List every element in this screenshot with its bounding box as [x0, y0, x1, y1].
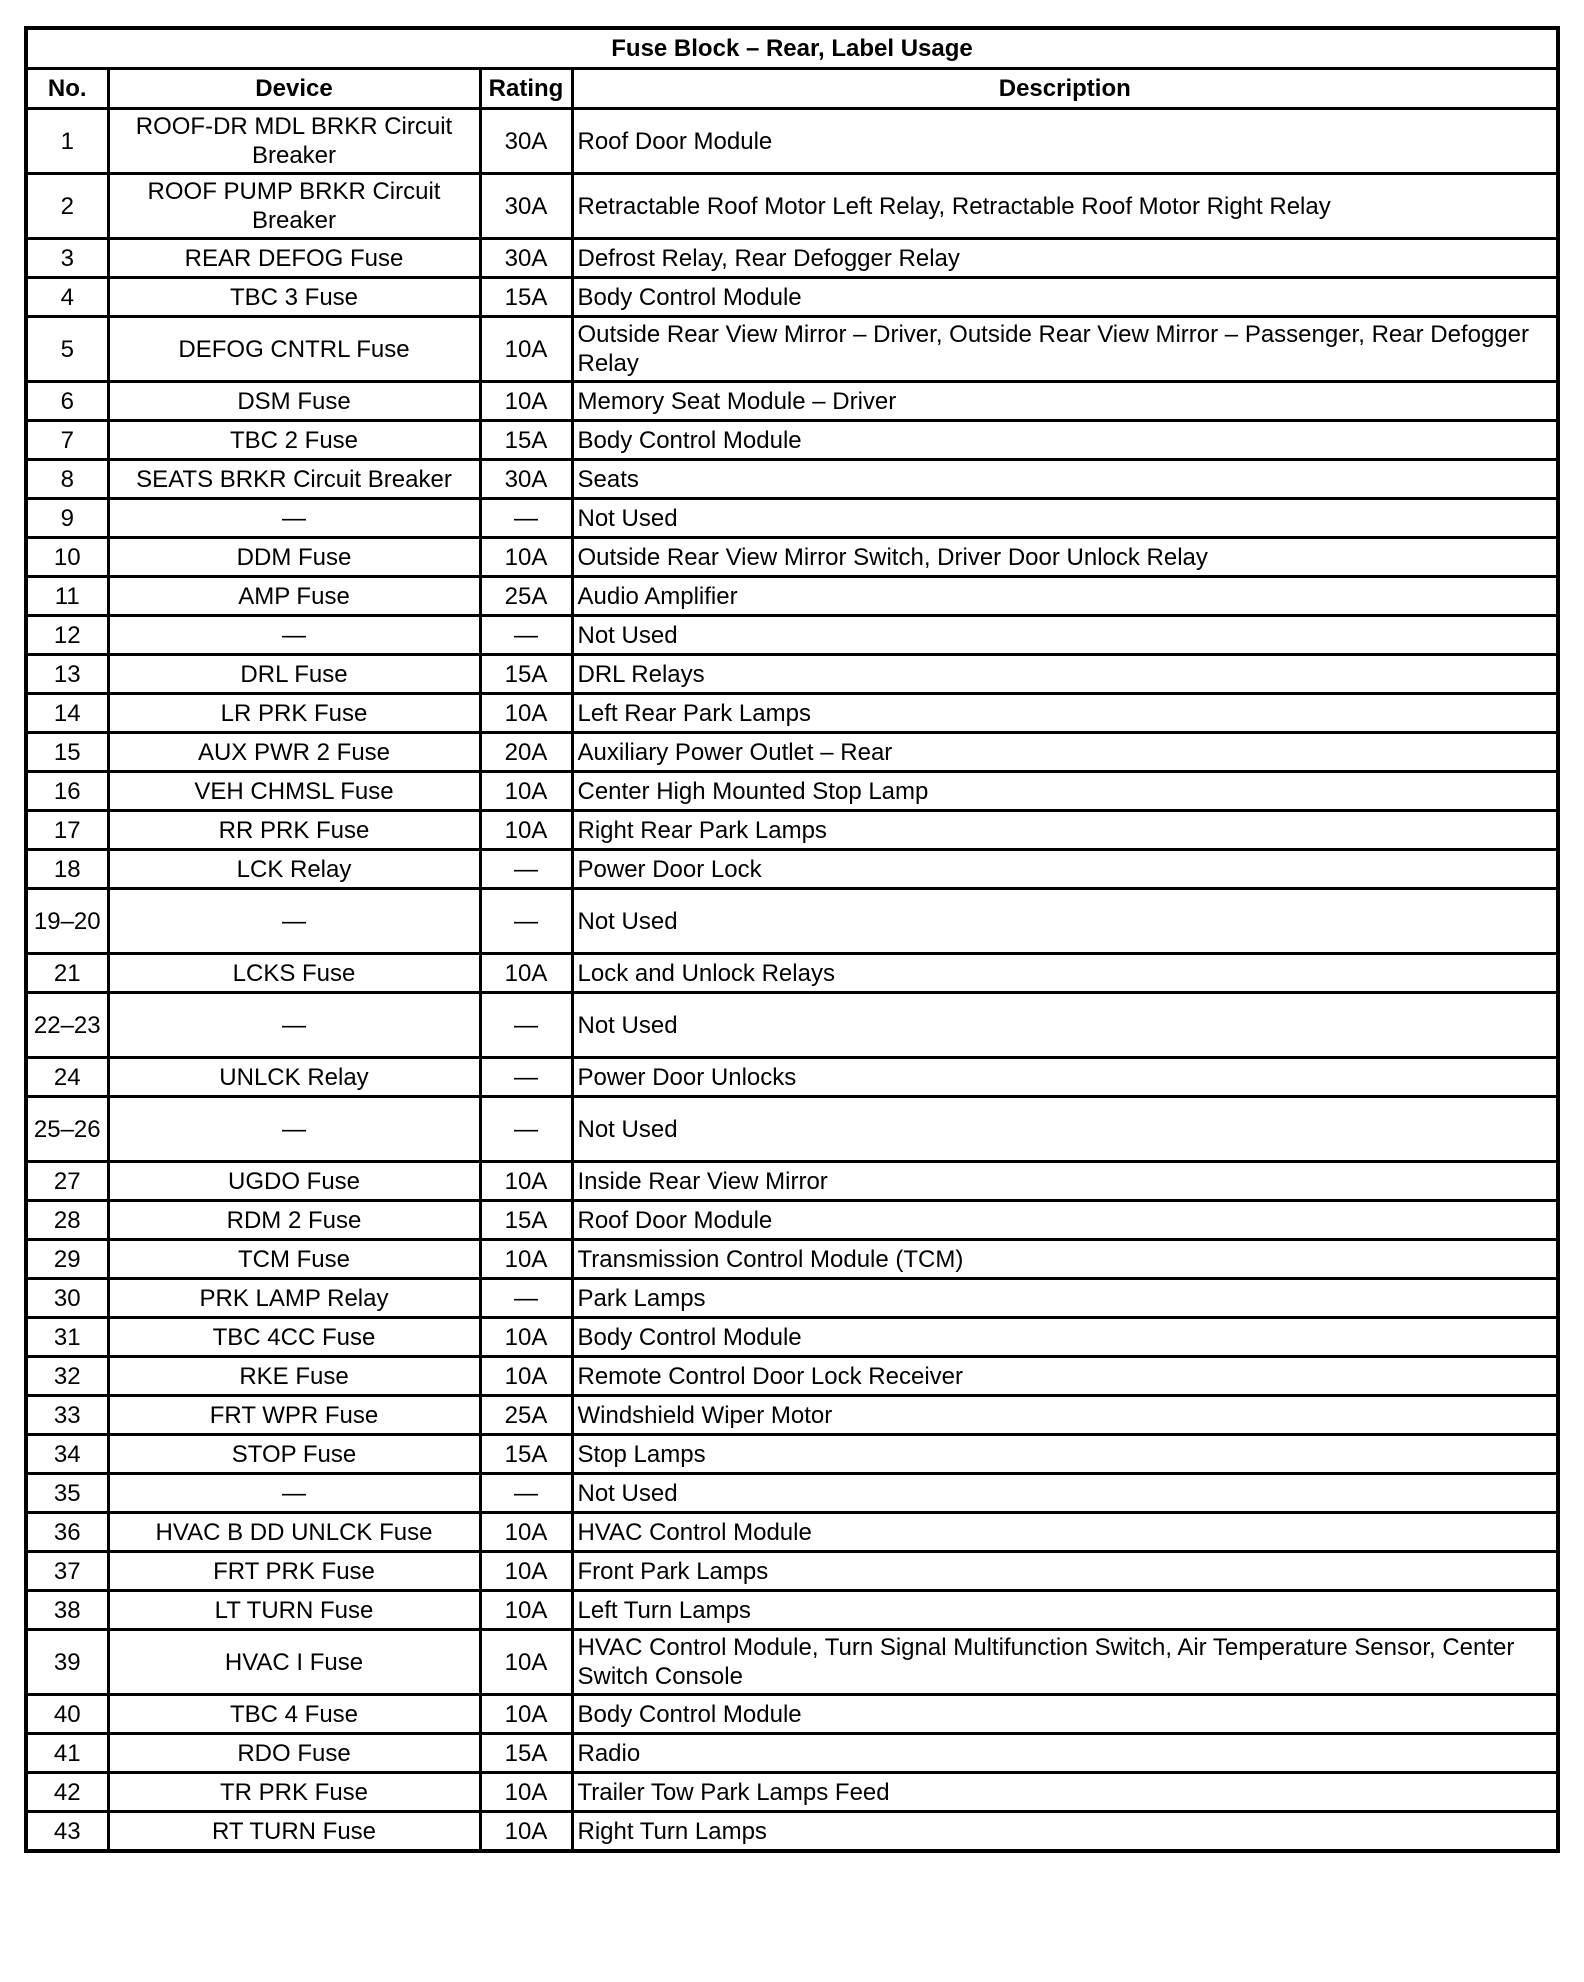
cell-description: Outside Rear View Mirror Switch, Driver Door Unlock Relay	[572, 538, 1558, 577]
cell-rating: 25A	[480, 577, 572, 616]
cell-rating: —	[480, 499, 572, 538]
table-row	[26, 1435, 1558, 1474]
cell-no: 34	[26, 1435, 108, 1474]
cell-rating: 25A	[480, 1396, 572, 1435]
cell-device: TCM Fuse	[108, 1240, 480, 1279]
cell-no: 10	[26, 538, 108, 577]
cell-no: 22–23	[26, 993, 108, 1058]
cell-device: DSM Fuse	[108, 382, 480, 421]
cell-device: AMP Fuse	[108, 577, 480, 616]
cell-rating: 10A	[480, 772, 572, 811]
cell-description: Auxiliary Power Outlet – Rear	[572, 733, 1558, 772]
cell-description: Remote Control Door Lock Receiver	[572, 1357, 1558, 1396]
cell-description: Power Door Lock	[572, 850, 1558, 889]
cell-no: 16	[26, 772, 108, 811]
cell-rating: 10A	[480, 1318, 572, 1357]
cell-no: 8	[26, 460, 108, 499]
cell-no: 40	[26, 1695, 108, 1734]
cell-device: RKE Fuse	[108, 1357, 480, 1396]
header-description: Description	[572, 69, 1558, 109]
cell-rating: 15A	[480, 421, 572, 460]
cell-description: Outside Rear View Mirror – Driver, Outside Rear View Mirror – Passenger, Rear Defogger Relay	[572, 317, 1558, 382]
table-row	[26, 1097, 1558, 1162]
cell-device: —	[108, 993, 480, 1058]
cell-device: FRT WPR Fuse	[108, 1396, 480, 1435]
cell-description: HVAC Control Module, Turn Signal Multifunction Switch, Air Temperature Sensor, Center Switch Console	[572, 1630, 1558, 1695]
cell-device: HVAC B DD UNLCK Fuse	[108, 1513, 480, 1552]
table-row	[26, 811, 1558, 850]
cell-rating: 20A	[480, 733, 572, 772]
cell-description: Defrost Relay, Rear Defogger Relay	[572, 239, 1558, 278]
cell-no: 36	[26, 1513, 108, 1552]
table-row	[26, 1695, 1558, 1734]
cell-rating: —	[480, 993, 572, 1058]
table-row	[26, 1162, 1558, 1201]
cell-no: 3	[26, 239, 108, 278]
table-row	[26, 382, 1558, 421]
cell-description: Right Turn Lamps	[572, 1812, 1558, 1852]
cell-device: LR PRK Fuse	[108, 694, 480, 733]
cell-description: Left Turn Lamps	[572, 1591, 1558, 1630]
cell-no: 14	[26, 694, 108, 733]
cell-no: 5	[26, 317, 108, 382]
cell-description: Roof Door Module	[572, 109, 1558, 174]
cell-description: Body Control Module	[572, 421, 1558, 460]
cell-device: AUX PWR 2 Fuse	[108, 733, 480, 772]
cell-description: Not Used	[572, 616, 1558, 655]
cell-no: 21	[26, 954, 108, 993]
cell-description: Park Lamps	[572, 1279, 1558, 1318]
table-row	[26, 538, 1558, 577]
cell-description: Roof Door Module	[572, 1201, 1558, 1240]
cell-rating: 10A	[480, 1552, 572, 1591]
table-row	[26, 993, 1558, 1058]
cell-description: Not Used	[572, 889, 1558, 954]
cell-rating: 10A	[480, 1162, 572, 1201]
cell-description: Inside Rear View Mirror	[572, 1162, 1558, 1201]
table-row	[26, 954, 1558, 993]
table-row	[26, 772, 1558, 811]
cell-device: RR PRK Fuse	[108, 811, 480, 850]
table-row	[26, 278, 1558, 317]
cell-rating: 30A	[480, 174, 572, 239]
table-row	[26, 733, 1558, 772]
cell-device: SEATS BRKR Circuit Breaker	[108, 460, 480, 499]
cell-no: 31	[26, 1318, 108, 1357]
cell-no: 6	[26, 382, 108, 421]
table-header-row	[26, 69, 1558, 109]
cell-rating: 15A	[480, 1734, 572, 1773]
cell-no: 29	[26, 1240, 108, 1279]
cell-rating: 10A	[480, 1773, 572, 1812]
cell-rating: 30A	[480, 239, 572, 278]
table-row	[26, 174, 1558, 239]
cell-device: FRT PRK Fuse	[108, 1552, 480, 1591]
cell-device: RT TURN Fuse	[108, 1812, 480, 1852]
cell-device: ROOF PUMP BRKR Circuit Breaker	[108, 174, 480, 239]
cell-description: Transmission Control Module (TCM)	[572, 1240, 1558, 1279]
table-row	[26, 317, 1558, 382]
cell-description: Not Used	[572, 499, 1558, 538]
cell-device: —	[108, 616, 480, 655]
cell-rating: 30A	[480, 460, 572, 499]
cell-rating: 10A	[480, 538, 572, 577]
cell-no: 7	[26, 421, 108, 460]
cell-rating: 10A	[480, 811, 572, 850]
table-row	[26, 1357, 1558, 1396]
cell-device: ROOF-DR MDL BRKR Circuit Breaker	[108, 109, 480, 174]
table-title-row	[26, 28, 1558, 69]
table-row	[26, 694, 1558, 733]
cell-description: Center High Mounted Stop Lamp	[572, 772, 1558, 811]
cell-rating: 10A	[480, 1630, 572, 1695]
cell-description: Audio Amplifier	[572, 577, 1558, 616]
cell-no: 24	[26, 1058, 108, 1097]
cell-no: 18	[26, 850, 108, 889]
cell-rating: 10A	[480, 1240, 572, 1279]
table-row	[26, 616, 1558, 655]
table-row	[26, 1513, 1558, 1552]
table-row	[26, 1474, 1558, 1513]
cell-rating: 15A	[480, 278, 572, 317]
cell-no: 11	[26, 577, 108, 616]
cell-no: 39	[26, 1630, 108, 1695]
table-row	[26, 1201, 1558, 1240]
cell-device: LCKS Fuse	[108, 954, 480, 993]
cell-no: 42	[26, 1773, 108, 1812]
table-row	[26, 1630, 1558, 1695]
table-row	[26, 239, 1558, 278]
cell-rating: 15A	[480, 655, 572, 694]
cell-rating: —	[480, 1474, 572, 1513]
cell-rating: 10A	[480, 954, 572, 993]
cell-device: RDO Fuse	[108, 1734, 480, 1773]
cell-device: TBC 3 Fuse	[108, 278, 480, 317]
cell-device: LCK Relay	[108, 850, 480, 889]
cell-device: —	[108, 889, 480, 954]
cell-description: Not Used	[572, 1097, 1558, 1162]
cell-rating: —	[480, 889, 572, 954]
cell-no: 35	[26, 1474, 108, 1513]
table-row	[26, 1396, 1558, 1435]
table-row	[26, 1318, 1558, 1357]
cell-rating: 10A	[480, 1812, 572, 1852]
cell-no: 43	[26, 1812, 108, 1852]
cell-description: Body Control Module	[572, 1695, 1558, 1734]
cell-rating: —	[480, 616, 572, 655]
table-title: Fuse Block – Rear, Label Usage	[26, 28, 1558, 69]
cell-rating: 30A	[480, 109, 572, 174]
table-row	[26, 577, 1558, 616]
cell-device: TBC 4 Fuse	[108, 1695, 480, 1734]
cell-description: Not Used	[572, 1474, 1558, 1513]
cell-description: Trailer Tow Park Lamps Feed	[572, 1773, 1558, 1812]
cell-no: 27	[26, 1162, 108, 1201]
table-row	[26, 1812, 1558, 1852]
cell-description: Windshield Wiper Motor	[572, 1396, 1558, 1435]
cell-rating: —	[480, 1279, 572, 1318]
cell-device: REAR DEFOG Fuse	[108, 239, 480, 278]
cell-no: 38	[26, 1591, 108, 1630]
cell-no: 4	[26, 278, 108, 317]
table-row	[26, 460, 1558, 499]
cell-no: 41	[26, 1734, 108, 1773]
table-row	[26, 1591, 1558, 1630]
cell-rating: 15A	[480, 1201, 572, 1240]
cell-no: 28	[26, 1201, 108, 1240]
cell-rating: —	[480, 1097, 572, 1162]
cell-device: PRK LAMP Relay	[108, 1279, 480, 1318]
cell-rating: 10A	[480, 1695, 572, 1734]
table-row	[26, 1279, 1558, 1318]
cell-no: 25–26	[26, 1097, 108, 1162]
cell-device: RDM 2 Fuse	[108, 1201, 480, 1240]
cell-no: 33	[26, 1396, 108, 1435]
cell-device: DEFOG CNTRL Fuse	[108, 317, 480, 382]
cell-description: Retractable Roof Motor Left Relay, Retractable Roof Motor Right Relay	[572, 174, 1558, 239]
cell-rating: 10A	[480, 382, 572, 421]
cell-description: Front Park Lamps	[572, 1552, 1558, 1591]
cell-device: TBC 2 Fuse	[108, 421, 480, 460]
cell-rating: 10A	[480, 1591, 572, 1630]
cell-description: HVAC Control Module	[572, 1513, 1558, 1552]
header-device: Device	[108, 69, 480, 109]
table-row	[26, 499, 1558, 538]
table-row	[26, 421, 1558, 460]
cell-device: STOP Fuse	[108, 1435, 480, 1474]
cell-description: Stop Lamps	[572, 1435, 1558, 1474]
table-row	[26, 889, 1558, 954]
cell-device: TR PRK Fuse	[108, 1773, 480, 1812]
cell-device: —	[108, 499, 480, 538]
cell-device: —	[108, 1097, 480, 1162]
cell-device: —	[108, 1474, 480, 1513]
cell-description: Memory Seat Module – Driver	[572, 382, 1558, 421]
table-row	[26, 1058, 1558, 1097]
cell-no: 13	[26, 655, 108, 694]
cell-device: HVAC I Fuse	[108, 1630, 480, 1695]
cell-description: Seats	[572, 460, 1558, 499]
table-row	[26, 1734, 1558, 1773]
cell-device: DDM Fuse	[108, 538, 480, 577]
cell-no: 9	[26, 499, 108, 538]
header-no: No.	[26, 69, 108, 109]
cell-device: LT TURN Fuse	[108, 1591, 480, 1630]
cell-rating: 10A	[480, 694, 572, 733]
cell-rating: 15A	[480, 1435, 572, 1474]
cell-description: DRL Relays	[572, 655, 1558, 694]
cell-device: TBC 4CC Fuse	[108, 1318, 480, 1357]
table-body	[26, 109, 1558, 1852]
header-rating: Rating	[480, 69, 572, 109]
cell-no: 37	[26, 1552, 108, 1591]
table-row	[26, 1773, 1558, 1812]
table-row	[26, 850, 1558, 889]
table-row	[26, 1240, 1558, 1279]
cell-no: 12	[26, 616, 108, 655]
cell-no: 2	[26, 174, 108, 239]
cell-rating: 10A	[480, 1513, 572, 1552]
cell-description: Not Used	[572, 993, 1558, 1058]
cell-description: Left Rear Park Lamps	[572, 694, 1558, 733]
cell-rating: 10A	[480, 317, 572, 382]
cell-description: Radio	[572, 1734, 1558, 1773]
cell-description: Body Control Module	[572, 278, 1558, 317]
cell-no: 32	[26, 1357, 108, 1396]
cell-rating: 10A	[480, 1357, 572, 1396]
cell-device: UGDO Fuse	[108, 1162, 480, 1201]
cell-rating: —	[480, 850, 572, 889]
cell-no: 30	[26, 1279, 108, 1318]
table-row	[26, 655, 1558, 694]
fuse-table	[24, 26, 1560, 1853]
cell-description: Power Door Unlocks	[572, 1058, 1558, 1097]
table-row	[26, 109, 1558, 174]
table-row	[26, 1552, 1558, 1591]
cell-rating: —	[480, 1058, 572, 1097]
cell-description: Body Control Module	[572, 1318, 1558, 1357]
cell-description: Lock and Unlock Relays	[572, 954, 1558, 993]
cell-device: VEH CHMSL Fuse	[108, 772, 480, 811]
cell-no: 19–20	[26, 889, 108, 954]
cell-device: UNLCK Relay	[108, 1058, 480, 1097]
cell-no: 15	[26, 733, 108, 772]
cell-device: DRL Fuse	[108, 655, 480, 694]
cell-no: 17	[26, 811, 108, 850]
cell-no: 1	[26, 109, 108, 174]
cell-description: Right Rear Park Lamps	[572, 811, 1558, 850]
